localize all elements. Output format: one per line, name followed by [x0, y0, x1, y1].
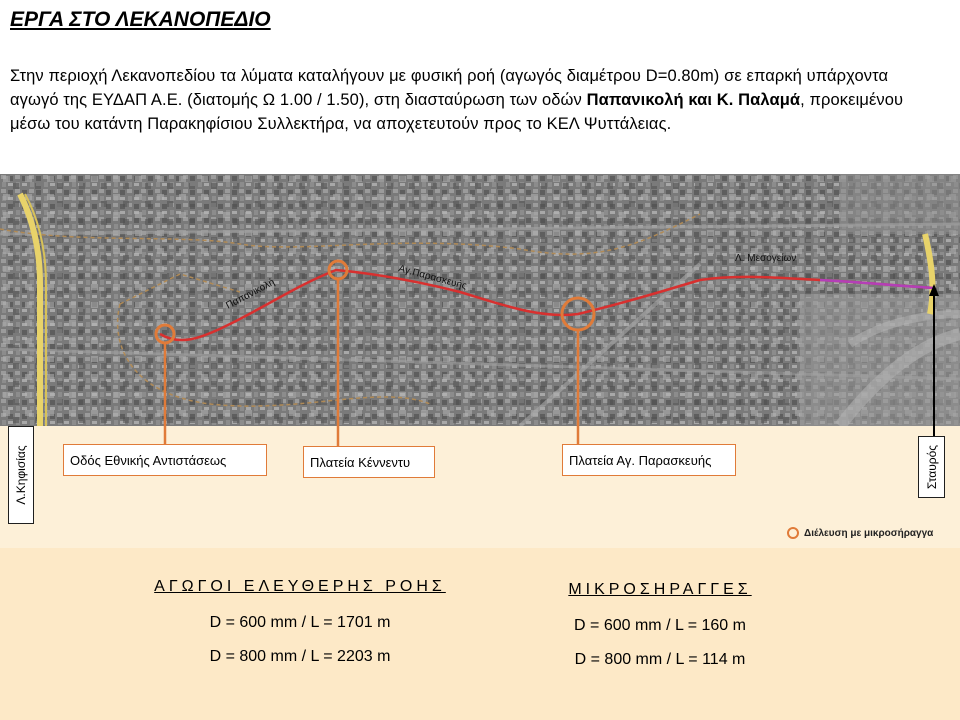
callout-ag-paraskevis-square — [562, 444, 736, 476]
callout-ethnikis-text: Οδός Εθνικής Αντιστάσεως — [70, 452, 227, 468]
callout-kennedy-text: Πλατεία Κέννεντυ — [310, 454, 411, 470]
map-canvas — [0, 174, 960, 426]
microtunnels-section — [520, 581, 800, 685]
label-mesogeion: Λ. Μεσογείων — [735, 253, 797, 264]
stavros-text: Σταυρός — [924, 444, 939, 490]
map-legend — [787, 527, 933, 539]
callout-ag-paraskevis-text: Πλατεία Αγ. Παρασκευής — [569, 452, 712, 468]
legend-label: Διέλευση με μικροσήραγγα — [804, 527, 934, 539]
orange-circle-icon — [787, 527, 799, 539]
microtunnels-row-1: D = 600 mm / L = 160 m — [574, 617, 746, 634]
aerial-map — [0, 174, 960, 426]
intro-text-1: Στην περιοχή Λεκανοπεδίου τα λύματα καταλήγουν με φυσική ροή (αγωγός διαμέτρου D=0.80m) σε επαρκή υπάρχοντα αγωγό της ΕΥΔΑΠ Α.Ε. (διατομής Ω 1.00 / 1.50), στη διασταύρωση των οδών — [10, 67, 889, 109]
intro-bold-streets: Παπανικολή και Κ. Παλαμά — [586, 91, 801, 109]
callout-ethnikis-antistaseos — [63, 444, 267, 476]
label-ag-paraskevis-street: Αγ.Παρασκευής — [397, 263, 468, 293]
free-flow-row-2: D = 800 mm / L = 2203 m — [209, 648, 391, 665]
microtunnels-header: ΜΙΚΡΟΣΗΡΑΓΓΕΣ — [568, 581, 752, 598]
side-label-stavros — [918, 436, 945, 498]
microtunnels-row-2: D = 800 mm / L = 114 m — [574, 651, 746, 668]
free-flow-section — [130, 578, 470, 682]
kifisias-text: Λ.Κηφισίας — [14, 445, 28, 505]
intro-paragraph — [10, 64, 940, 136]
label-papanikoli: Παπανικολή — [224, 276, 277, 312]
callout-kennedy-square — [303, 446, 435, 478]
page-title: ΕΡΓΑ ΣΤΟ ΛΕΚΑΝΟΠΕΔΙΟ — [10, 8, 271, 31]
intro-text-2: , προκειμένου μέσω του κατάντη Παρακηφίσιου Συλλεκτήρα, να αποχετευτούν προς το ΚΕΛ Ψυττάλειας. — [10, 91, 904, 133]
free-flow-row-1: D = 600 mm / L = 1701 m — [209, 614, 391, 631]
free-flow-header: ΑΓΩΓΟΙ ΕΛΕΥΘΕΡΗΣ ΡΟΗΣ — [154, 578, 446, 595]
side-label-kifisias — [8, 426, 34, 524]
